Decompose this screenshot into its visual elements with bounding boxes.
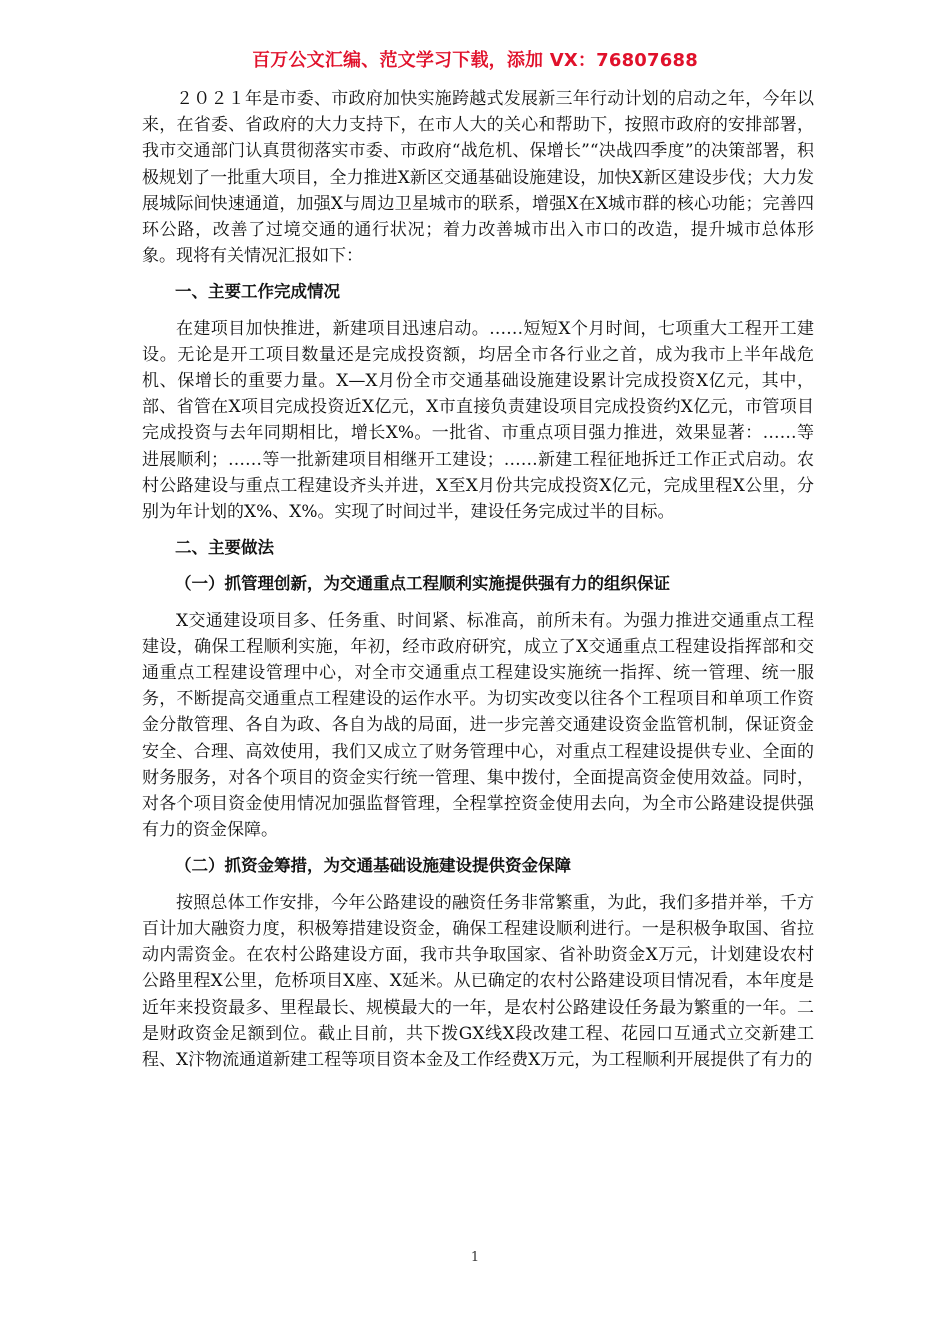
subsection-1-heading: （一）抓管理创新，为交通重点工程顺利实施提供强有力的组织保证 [175,574,670,594]
section-2-heading: 二、主要做法 [175,538,274,558]
subsection-1-paragraph: X交通建设项目多、任务重、时间紧、标准高，前所未有。为强力推进交通重点工程建设，确保工程顺利实施，年初，经市政府研究，成立了X交通重点工程建设指挥部和交通重点工程建设管理中心，对全市交通重点工程建设实施统一指挥、统一管理、统一服务，不断提高交通重点工程建设的运作水平。为切实改变以往各个工程项目和单项工作资金分散管理、各自为政、各自为战的局面，进一步完善交通建设资金监管机制，保证资金安全、合理、高效使用，我们又成立了财务管理中心，对重点工程建设提供专业、全面的财务服务，对各个项目的资金实行统一管理、集中拨付，全面提高资金使用效益。同时，对各个项目资金使用情况加强监督管理，全程掌控资金使用去向，为全市公路建设提供强有力的资金保障。 [142,610,814,841]
subsection-2-paragraph: 按照总体工作安排，今年公路建设的融资任务非常繁重，为此，我们多措并举，千方百计加大融资力度，积极筹措建设资金，确保工程建设顺利进行。一是积极争取国、省拉动内需资金。在农村公路建设方面，我市共争取国家、省补助资金X万元，计划建设农村公路里程X公里，危桥项目X座、X延米。从已确定的农村公路建设项目情况看，本年度是近年来投资最多、里程最长、规模最大的一年，是农村公路建设任务最为繁重的一年。二是财政资金足额到位。截止目前，共下拨GX线X段改建工程、花园口互通式立交新建工程、X汴物流通道新建工程等项目资本金及工作经费X万元，为工程顺利开展提供了有力的 [142,892,814,1070]
page-number: 1 [470,1250,480,1265]
intro-paragraph: ２０２１年是市委、市政府加快实施跨越式发展新三年行动计划的启动之年，今年以来，在省委、省政府的大力支持下，在市人大的关心和帮助下，按照市政府的安排部署，我市交通部门认真贯彻落实市委、市政府“战危机、保增长”“决战四季度”的决策部署，积极规划了一批重大项目，全力推进X新区交通基础设施建设，加快X新区建设步伐；大力发展城际间快速通道，加强X与周边卫星城市的联系，增强X在X城市群的核心功能；完善四环公路，改善了过境交通的通行状况；着力改善城市出入市口的改造，提升城市总体形象。现将有关情况汇报如下： [142,89,814,267]
promo-banner: 百万公文汇编、范文学习下载，添加 VX：76807688 [252,50,698,71]
section-1-paragraph: 在建项目加快推进，新建项目迅速启动。……短短X个月时间，七项重大工程开工建设。无论是开工项目数量还是完成投资额，均居全市各行业之首，成为我市上半年战危机、保增长的重要力量。X—X月份全市交通基础设施建设累计完成投资X亿元，其中，部、省管在X项目完成投资近X亿元，X市直接负责建设项目完成投资约X亿元，市管项目完成投资与去年同期相比，增长X%。一批省、市重点项目强力推进，效果显著：……等进展顺利；……等一批新建项目相继开工建设；……新建工程征地拆迁工作正式启动。农村公路建设与重点工程建设齐头并进，X至X月份共完成投资X亿元，完成里程X公里，分别为年计划的X%、X%。实现了时间过半，建设任务完成过半的目标。 [142,318,814,523]
subsection-2-heading: （二）抓资金筹措，为交通基础设施建设提供资金保障 [175,856,571,876]
section-1-heading: 一、主要工作完成情况 [175,282,340,302]
document-body [142,86,814,1073]
